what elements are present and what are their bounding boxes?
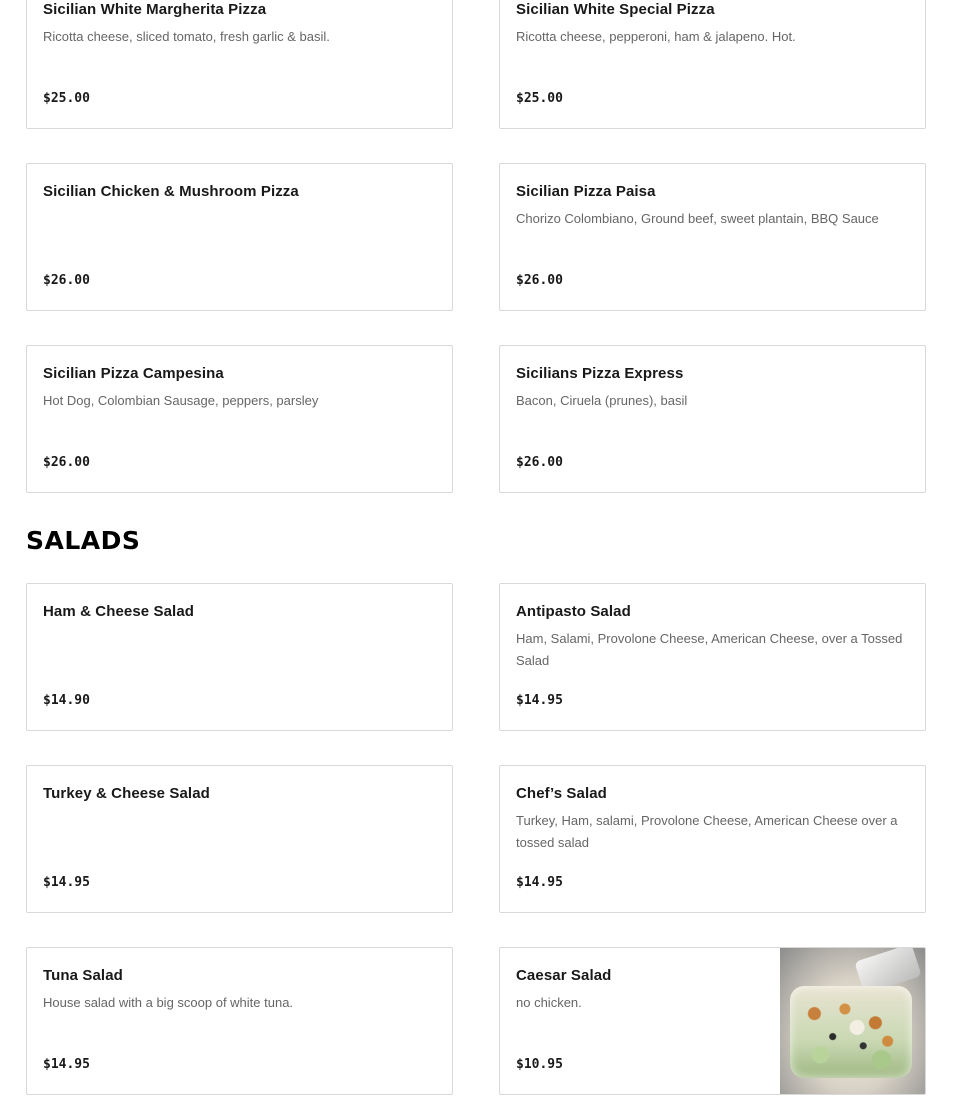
menu-item-card[interactable]: [499, 947, 926, 1095]
menu-item-price: $14.95: [43, 1057, 90, 1072]
menu-item-name: Turkey & Cheese Salad: [43, 785, 210, 802]
menu-item-name: Ham & Cheese Salad: [43, 603, 195, 620]
menu-item-description: Ricotta cheese, sliced tomato, fresh garlic & basil.: [43, 29, 330, 44]
menu-item-name: Caesar Salad: [516, 967, 612, 984]
menu-item-card[interactable]: [499, 345, 926, 493]
menu-item-description: Hot Dog, Colombian Sausage, peppers, parsley: [43, 393, 319, 408]
menu-item-name: Tuna Salad: [43, 967, 123, 984]
menu-item-card[interactable]: [499, 765, 926, 913]
menu-item-card[interactable]: [499, 0, 926, 129]
menu-item-name: Chef’s Salad: [516, 785, 607, 802]
menu-item-price: $25.00: [43, 91, 90, 106]
menu-item-description: Turkey, Ham, salami, Provolone Cheese, American Cheese over a tossed salad: [516, 813, 898, 850]
menu-item-card[interactable]: [499, 163, 926, 311]
menu-item-card[interactable]: [26, 947, 453, 1095]
menu-item-name: Sicilian White Margherita Pizza: [43, 1, 267, 18]
menu-item-description: no chicken.: [516, 995, 582, 1010]
section-title-salads: SALADS: [26, 526, 141, 555]
menu-item-price: $26.00: [43, 455, 90, 470]
menu-item-price: $10.95: [516, 1057, 563, 1072]
menu-item-description: Bacon, Ciruela (prunes), basil: [516, 393, 688, 408]
menu-item-name: Sicilian Pizza Campesina: [43, 365, 224, 382]
menu-item-card[interactable]: [26, 345, 453, 493]
menu-item-card[interactable]: [26, 765, 453, 913]
menu-item-price: $26.00: [43, 273, 90, 288]
menu-item-price: $14.95: [43, 875, 90, 890]
menu-item-price: $25.00: [516, 91, 563, 106]
menu-item-card[interactable]: [26, 583, 453, 731]
menu-item-description: House salad with a big scoop of white tuna.: [43, 995, 294, 1010]
menu-item-price: $26.00: [516, 455, 563, 470]
menu-item-price: $26.00: [516, 273, 563, 288]
salad-contents: [790, 986, 912, 1078]
menu-item-card[interactable]: [499, 583, 926, 731]
menu-item-name: Sicilians Pizza Express: [516, 365, 684, 382]
menu-item-name: Sicilian Pizza Paisa: [516, 183, 656, 200]
menu-item-description: Chorizo Colombiano, Ground beef, sweet plantain, BBQ Sauce: [516, 211, 879, 226]
menu-item-card[interactable]: [26, 0, 453, 129]
menu-item-description: Ham, Salami, Provolone Cheese, American Cheese, over a Tossed Salad: [516, 631, 903, 668]
menu-item-price: $14.90: [43, 693, 90, 708]
menu-item-name: Sicilian White Special Pizza: [516, 1, 715, 18]
menu-item-name: Antipasto Salad: [516, 603, 631, 620]
menu-item-card[interactable]: [26, 163, 453, 311]
menu-item-description: Ricotta cheese, pepperoni, ham & jalapeno. Hot.: [516, 29, 796, 44]
salad-photo-icon: [780, 948, 925, 1094]
menu-item-name: Sicilian Chicken & Mushroom Pizza: [43, 183, 299, 200]
menu-item-price: $14.95: [516, 693, 563, 708]
menu-item-price: $14.95: [516, 875, 563, 890]
